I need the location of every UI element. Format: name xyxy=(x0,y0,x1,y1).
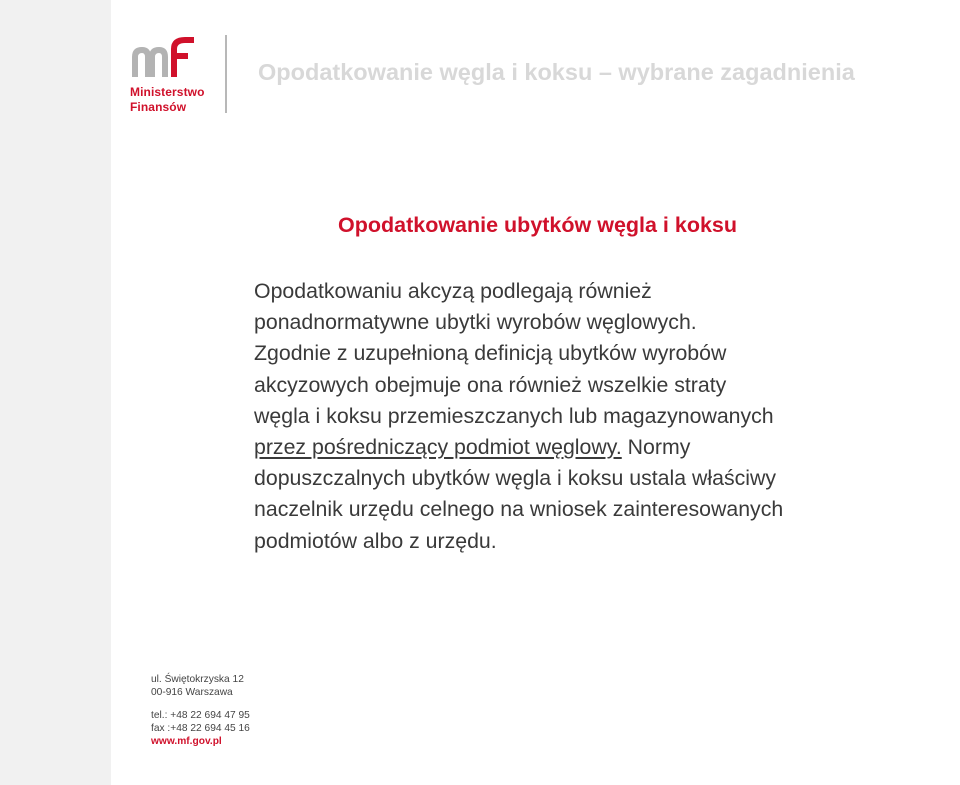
body-line: podmiotów albo z urzędu. xyxy=(254,528,497,553)
mf-logo-icon xyxy=(130,33,196,83)
body-line: dopuszczalnych ubytków węgla i koksu ustala właściwy xyxy=(254,466,777,491)
body-line: naczelnik urzędu celnego na wniosek zainteresowanych xyxy=(254,497,784,522)
footer-city: 00-916 Warszawa xyxy=(151,687,233,698)
body-line: Zgodnie z uzupełnioną definicją ubytków wyrobów xyxy=(254,341,727,366)
body-line: akcyzowych obejmuje ona również wszelkie straty xyxy=(254,372,727,397)
footer-street: ul. Świętokrzyska 12 xyxy=(151,674,244,685)
footer-spacer xyxy=(151,699,250,709)
header-divider xyxy=(225,35,227,113)
ministry-name-line2: Finansów xyxy=(130,100,187,114)
left-sidebar-panel xyxy=(0,0,111,785)
presentation-title: Opodatkowanie węgla i koksu – wybrane zagadnienia xyxy=(258,59,855,85)
body-line: węgla i koksu przemieszczanych lub magazynowanych xyxy=(254,403,774,428)
underlined-text: przez pośredniczący podmiot węglowy. xyxy=(254,435,622,460)
footer-fax: fax :+48 22 694 45 16 xyxy=(151,723,250,734)
footer-website-link[interactable]: www.mf.gov.pl xyxy=(151,736,222,747)
body-line: Opodatkowaniu akcyzą podlegają również xyxy=(254,279,652,303)
slide-body-text xyxy=(254,276,934,557)
footer-contact xyxy=(151,673,250,748)
ministry-logo xyxy=(130,33,240,117)
body-line: ponadnormatywne ubytki wyrobów węglowych. xyxy=(254,310,697,335)
body-line xyxy=(254,432,934,463)
body-text-fragment: Normy xyxy=(621,435,691,460)
ministry-name-line1: Ministerstwo xyxy=(130,85,205,99)
footer-phone: tel.: +48 22 694 47 95 xyxy=(151,710,250,721)
slide-title: Opodatkowanie ubytków węgla i koksu xyxy=(338,213,738,237)
